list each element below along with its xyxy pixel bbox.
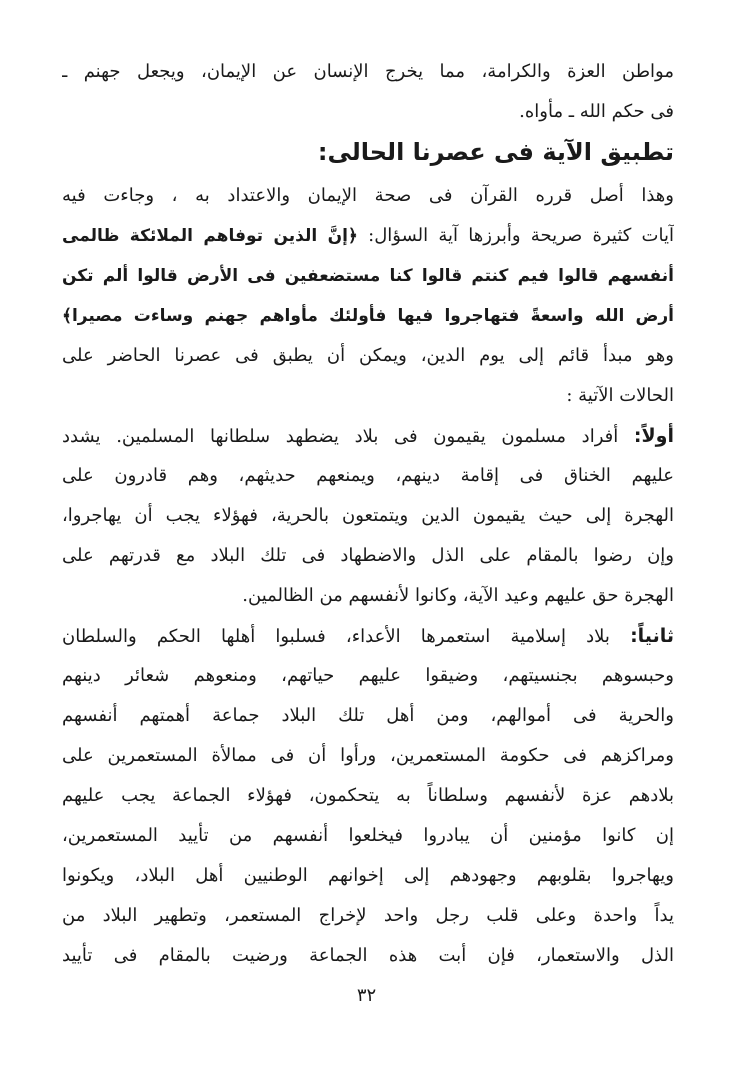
paragraph-line: الحالات الآتية :	[566, 385, 674, 406]
quran-verse-line: أنفسهم قالوا فيم كنتم قالوا كنا مستضعفين فى الأرض قالوا ألم تكن	[62, 266, 674, 286]
paragraph-line	[62, 216, 674, 256]
paragraph-line: وحبسوهم بجنسيتهم، وضيقوا عليهم حياتهم، ومنعوهم شعائر دينهم	[62, 665, 674, 686]
paragraph-line: الهجرة حق عليهم وعيد الآية، وكانوا لأنفسهم من الظالمين.	[242, 585, 674, 606]
paragraph-line: وإن رضوا بالمقام على الذل والاضطهاد فى تلك البلاد مع قدرتهم على	[62, 545, 674, 566]
paragraph-principle	[62, 176, 674, 416]
paragraph-line: والحرية فى أموالهم، ومن أهل تلك البلاد جماعة أهمتهم أنفسهم	[62, 705, 674, 726]
intro-line-2: فى حكم الله ـ مأواه.	[519, 101, 674, 122]
paragraph-line: ويهاجروا بقلوبهم وجهودهم إلى إخوانهم الوطنيين أهل البلاد، ويكونوا	[62, 865, 674, 886]
intro-line-1: مواطن العزة والكرامة، مما يخرج الإنسان عن الإيمان، ويجعل جهنم ـ	[62, 61, 674, 82]
paragraph-line	[62, 616, 674, 656]
paragraph-line	[62, 416, 674, 456]
paragraph-text: أفراد مسلمون يقيمون فى بلاد يضطهد سلطانها المسلمين. يشدد	[62, 426, 619, 447]
paragraph-line: وهذا أصل قرره القرآن فى صحة الإيمان والاعتداد به ، وجاءت فيه	[62, 185, 674, 206]
paragraph-text: بلاد إسلامية استعمرها الأعداء، فسلبوا أهلها الحكم والسلطان	[62, 626, 610, 647]
quran-verse-line: أرض الله واسعةً فتهاجروا فيها فأولئك مأواهم جهنم وساءت مصيرا﴾	[62, 306, 674, 326]
paragraph-first-case	[62, 416, 674, 616]
page-number: ٣٢	[356, 985, 377, 1006]
section-heading: تطبيق الآية فى عصرنا الحالى:	[317, 138, 674, 166]
paragraph-text: آيات كثيرة صريحة وأبرزها آية السؤال:	[368, 225, 674, 246]
quran-verse: ﴿إنَّ الذين توفاهم الملائكة ظالمى	[62, 226, 358, 246]
case-label: ثانياً:	[630, 625, 674, 647]
paragraph-line: إن كانوا مؤمنين أن يبادروا فيخلعوا أنفسهم من تأييد المستعمرين،	[62, 825, 674, 846]
paragraph-line: بلادهم عزة لأنفسهم وسلطاناً به يتحكمون، فهؤلاء الجماعة يجب عليهم	[62, 785, 674, 806]
paragraph-second-case	[62, 616, 674, 976]
case-label: أولاً:	[633, 425, 674, 447]
paragraph-line: ومراكزهم فى حكومة المستعمرين، ورأوا أن فى ممالأة المستعمرين على	[62, 745, 674, 766]
paragraph-line: يداً واحدة وعلى قلب رجل واحد لإخراج المستعمر، وتطهير البلاد من	[62, 905, 674, 926]
paragraph-line: وهو مبدأ قائم إلى يوم الدين، ويمكن أن يطبق فى عصرنا الحاضر على	[62, 345, 674, 366]
paragraph-line: الهجرة إلى حيث يقيمون الدين ويتمتعون بالحرية، فهؤلاء يجب أن يهاجروا،	[62, 505, 674, 526]
document-page	[62, 52, 674, 976]
paragraph-line: الذل والاستعمار، فإن أبت هذه الجماعة ورضيت بالمقام فى تأييد	[62, 945, 674, 966]
paragraph-line: عليهم الخناق فى إقامة دينهم، ويمنعهم حديثهم، وهم قادرون على	[62, 465, 674, 486]
